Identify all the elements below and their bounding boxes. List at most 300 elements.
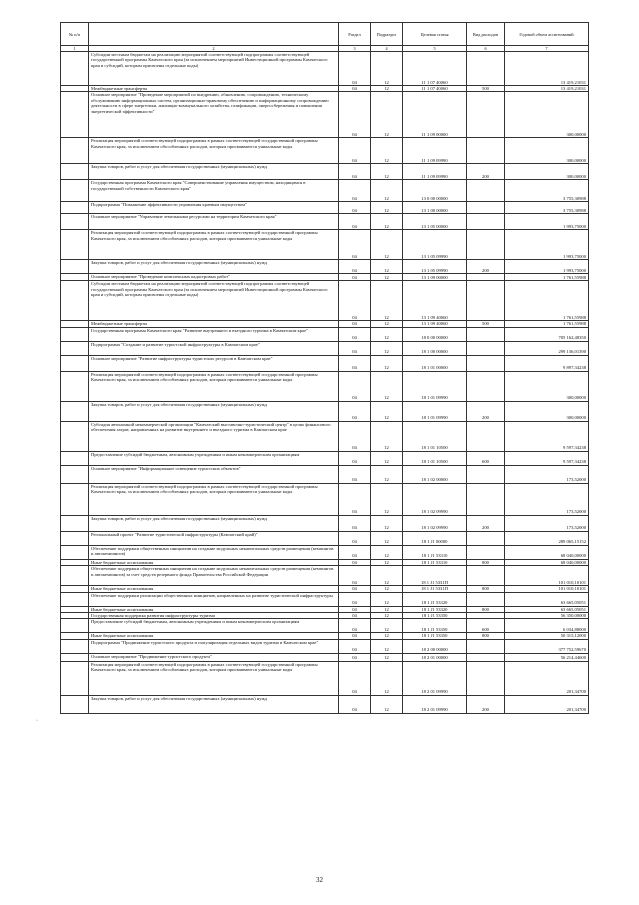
row-section: 04 bbox=[339, 653, 371, 661]
table-row bbox=[61, 401, 589, 421]
row-index bbox=[61, 421, 89, 451]
row-exp-type bbox=[467, 92, 505, 138]
row-name: Закупка товаров, работ и услуг для обеспечения государственных (муниципальных) нужд bbox=[89, 515, 339, 531]
row-index bbox=[61, 661, 89, 695]
row-section: 04 bbox=[339, 355, 371, 371]
table-row bbox=[61, 341, 589, 355]
row-subsection: 12 bbox=[371, 274, 403, 281]
row-section: 04 bbox=[339, 639, 371, 653]
row-exp-type bbox=[467, 355, 505, 371]
row-amount: 1 761,55988 bbox=[505, 321, 589, 327]
table-row bbox=[61, 202, 589, 214]
row-amount: 1 993,75000 bbox=[505, 260, 589, 274]
row-amount: 300,00000 bbox=[505, 92, 589, 138]
row-amount: 63 665,05051 bbox=[505, 606, 589, 612]
row-exp-type: 800 bbox=[467, 586, 505, 592]
col-number: 1 bbox=[61, 46, 89, 52]
row-exp-type: 200 bbox=[467, 260, 505, 274]
row-article: 18 1 J1 53320 bbox=[403, 606, 467, 612]
row-name: Субсидии местным бюджетам на реализацию мероприятий соответствующей подпрограммы соответствующей государственной программы Камчатского края (за исключением мероприятий Инвестиционной программы Камчатского края и субсидий, которым присвоены отдельные коды) bbox=[89, 52, 339, 86]
row-article: 18 1 01 10500 bbox=[403, 421, 467, 451]
table-row bbox=[61, 531, 589, 545]
row-subsection: 12 bbox=[371, 52, 403, 86]
row-article: 18 2 01 09990 bbox=[403, 695, 467, 713]
row-amount: 1 993,75000 bbox=[505, 230, 589, 260]
row-article: 13 1 05 00000 bbox=[403, 214, 467, 230]
row-index bbox=[61, 695, 89, 713]
row-amount: 1 761,55988 bbox=[505, 274, 589, 281]
row-article: 18 0 00 00000 bbox=[403, 327, 467, 341]
row-name: Реализация мероприятий соответствующей подпрограммы в рамках соответствующей государственной программы Камчатского края, за исключением обособленных расходов, которым присваиваются уникальные коды bbox=[89, 138, 339, 164]
page-number: 32 bbox=[316, 876, 323, 884]
row-amount: 13 419,21031 bbox=[505, 52, 589, 86]
row-exp-type bbox=[467, 281, 505, 321]
row-index bbox=[61, 451, 89, 465]
row-amount: 6 034,88000 bbox=[505, 619, 589, 633]
row-subsection: 12 bbox=[371, 531, 403, 545]
row-section: 04 bbox=[339, 138, 371, 164]
row-exp-type bbox=[467, 341, 505, 355]
row-amount: 9 597,34238 bbox=[505, 421, 589, 451]
row-amount: 300,00000 bbox=[505, 138, 589, 164]
row-index bbox=[61, 515, 89, 531]
row-article: 11 1 09 00000 bbox=[403, 92, 467, 138]
row-subsection: 12 bbox=[371, 451, 403, 465]
row-index bbox=[61, 281, 89, 321]
row-subsection: 12 bbox=[371, 639, 403, 653]
row-name: Основное мероприятие "Проведение мероприятий по внедрению, обновлению, сопровождению, техническому обслуживанию информационных систем, организационно-правовому обеспечению и информационному сопровождению деятельности в сфере энергетики, жилищно-коммунального хозяйства, газификации, энергосбережения и повышения энергетической эффективности" bbox=[89, 92, 339, 138]
row-article: 18 1 02 09990 bbox=[403, 483, 467, 515]
budget-table bbox=[60, 22, 589, 714]
table-row bbox=[61, 592, 589, 606]
col-number: 4 bbox=[371, 46, 403, 52]
row-amount: 9 897,34238 bbox=[505, 355, 589, 371]
row-article: 18 1 J1 5331П bbox=[403, 566, 467, 586]
row-section: 04 bbox=[339, 451, 371, 465]
row-subsection: 12 bbox=[371, 586, 403, 592]
row-index bbox=[61, 52, 89, 86]
row-amount: 68 040,00000 bbox=[505, 545, 589, 559]
row-name: Основное мероприятие "Проведение комплексных кадастровых работ" bbox=[89, 274, 339, 281]
row-subsection: 12 bbox=[371, 202, 403, 214]
row-subsection: 12 bbox=[371, 214, 403, 230]
row-index bbox=[61, 401, 89, 421]
row-name: Закупка товаров, работ и услуг для обеспечения государственных (муниципальных) нужд bbox=[89, 695, 339, 713]
table-row bbox=[61, 545, 589, 559]
row-amount: 173,52000 bbox=[505, 515, 589, 531]
row-article: 18 1 J1 53350 bbox=[403, 619, 467, 633]
row-article: 18 1 01 00000 bbox=[403, 355, 467, 371]
row-index bbox=[61, 164, 89, 180]
row-section: 04 bbox=[339, 164, 371, 180]
row-article: 18 1 02 09990 bbox=[403, 515, 467, 531]
row-section: 04 bbox=[339, 321, 371, 327]
row-name: Государственная программа Камчатского края "Развитие внутреннего и въездного туризма в Камчатском крае" bbox=[89, 327, 339, 341]
row-index bbox=[61, 371, 89, 401]
row-subsection: 12 bbox=[371, 260, 403, 274]
row-name: Иные бюджетные ассигнования bbox=[89, 606, 339, 612]
row-name: Реализация мероприятий соответствующей подпрограммы в рамках соответствующей государственной программы Камчатского края, за исключением обособленных расходов, которым присваиваются уникальные коды bbox=[89, 371, 339, 401]
row-exp-type bbox=[467, 531, 505, 545]
table-row bbox=[61, 371, 589, 401]
row-name: Региональный проект "Развитие туристической инфраструктуры (Камчатский край)" bbox=[89, 531, 339, 545]
row-amount: 300,00000 bbox=[505, 371, 589, 401]
row-section: 04 bbox=[339, 586, 371, 592]
row-exp-type: 800 bbox=[467, 633, 505, 639]
row-name: Закупка товаров, работ и услуг для обеспечения государственных (муниципальных) нужд bbox=[89, 164, 339, 180]
row-name: Основное мероприятие "Управление земельными ресурсами на территории Камчатского края" bbox=[89, 214, 339, 230]
row-subsection: 12 bbox=[371, 92, 403, 138]
row-article: 11 1 07 40060 bbox=[403, 86, 467, 92]
table-row bbox=[61, 465, 589, 483]
row-name: Реализация мероприятий соответствующей подпрограммы в рамках соответствующей государственной программы Камчатского края, за исключением обособленных расходов, которым присваиваются уникальные коды bbox=[89, 230, 339, 260]
row-section: 04 bbox=[339, 465, 371, 483]
row-index bbox=[61, 230, 89, 260]
row-exp-type bbox=[467, 545, 505, 559]
row-index bbox=[61, 566, 89, 586]
row-article: 11 1 09 09990 bbox=[403, 138, 467, 164]
row-article: 18 1 J1 00000 bbox=[403, 531, 467, 545]
row-subsection: 12 bbox=[371, 341, 403, 355]
row-exp-type bbox=[467, 566, 505, 586]
row-section: 04 bbox=[339, 592, 371, 606]
row-article: 13 1 09 40060 bbox=[403, 321, 467, 327]
row-section: 04 bbox=[339, 86, 371, 92]
row-amount: 377 752,59670 bbox=[505, 639, 589, 653]
row-name: Субсидии местным бюджетам на реализацию мероприятий соответствующей подпрограммы соответствующей государственной программы Камчатского края (за исключением мероприятий Инвестиционной программы Камчатского края и субсидий, которым присвоены отдельные коды) bbox=[89, 281, 339, 321]
row-exp-type: 200 bbox=[467, 164, 505, 180]
row-subsection: 12 bbox=[371, 164, 403, 180]
table-row bbox=[61, 327, 589, 341]
row-amount: 63 665,05051 bbox=[505, 592, 589, 606]
row-name: Межбюджетные трансферты bbox=[89, 86, 339, 92]
row-exp-type bbox=[467, 214, 505, 230]
row-article: 18 1 J1 53310 bbox=[403, 545, 467, 559]
row-amount: 1 761,55988 bbox=[505, 281, 589, 321]
row-exp-type bbox=[467, 592, 505, 606]
row-subsection: 12 bbox=[371, 545, 403, 559]
row-section: 04 bbox=[339, 633, 371, 639]
row-amount: 13 419,21031 bbox=[505, 86, 589, 92]
col-number: 2 bbox=[89, 46, 339, 52]
row-exp-type bbox=[467, 371, 505, 401]
row-section: 04 bbox=[339, 483, 371, 515]
row-index bbox=[61, 341, 89, 355]
row-amount: 9 597,34238 bbox=[505, 451, 589, 465]
header-article: Целевая статья bbox=[403, 23, 467, 46]
row-section: 04 bbox=[339, 515, 371, 531]
row-name: Основное мероприятие "Информационное освещение туристских объектов" bbox=[89, 465, 339, 483]
row-article: 13 1 00 00000 bbox=[403, 202, 467, 214]
row-section: 04 bbox=[339, 606, 371, 612]
row-section: 04 bbox=[339, 281, 371, 321]
col-number: 5 bbox=[403, 46, 467, 52]
row-amount: 201,34700 bbox=[505, 695, 589, 713]
row-article: 13 1 05 09990 bbox=[403, 260, 467, 274]
row-subsection: 12 bbox=[371, 355, 403, 371]
header-subsection: Подраздел bbox=[371, 23, 403, 46]
row-section: 04 bbox=[339, 52, 371, 86]
table-row bbox=[61, 695, 589, 713]
row-amount: 173,52000 bbox=[505, 465, 589, 483]
row-name: Реализация мероприятий соответствующей подпрограммы в рамках соответствующей государственной программы Камчатского края, за исключением обособленных расходов, которым присваиваются уникальные коды bbox=[89, 483, 339, 515]
row-name: Обеспечение поддержки общественных инициатив на создание модульных некапитальных средств размещения (кемпингов и автокемпингов) за счет средств резервного фонда Правительства Российской Федерации bbox=[89, 566, 339, 586]
row-name: Подпрограмма "Создание и развитие туристской инфраструктуры в Камчатском крае" bbox=[89, 341, 339, 355]
table-row bbox=[61, 164, 589, 180]
row-name: Закупка товаров, работ и услуг для обеспечения государственных (муниципальных) нужд bbox=[89, 260, 339, 274]
row-subsection: 12 bbox=[371, 465, 403, 483]
row-article: 13 0 00 00000 bbox=[403, 180, 467, 202]
row-subsection: 12 bbox=[371, 606, 403, 612]
table-row bbox=[61, 92, 589, 138]
row-article: 13 1 09 00000 bbox=[403, 274, 467, 281]
row-index bbox=[61, 653, 89, 661]
row-exp-type bbox=[467, 421, 505, 451]
row-section: 04 bbox=[339, 327, 371, 341]
row-article: 18 1 00 00000 bbox=[403, 341, 467, 355]
row-section: 04 bbox=[339, 566, 371, 586]
row-section: 04 bbox=[339, 619, 371, 633]
row-subsection: 12 bbox=[371, 559, 403, 565]
row-article: 18 1 J1 53350 bbox=[403, 633, 467, 639]
row-amount: 3 755,30988 bbox=[505, 180, 589, 202]
row-name: Межбюджетные трансферты bbox=[89, 321, 339, 327]
row-index bbox=[61, 465, 89, 483]
row-section: 04 bbox=[339, 545, 371, 559]
row-subsection: 12 bbox=[371, 321, 403, 327]
row-exp-type: 200 bbox=[467, 695, 505, 713]
row-section: 04 bbox=[339, 695, 371, 713]
row-section: 04 bbox=[339, 371, 371, 401]
table-row bbox=[61, 421, 589, 451]
table-row bbox=[61, 639, 589, 653]
row-exp-type bbox=[467, 230, 505, 260]
row-exp-type: 500 bbox=[467, 86, 505, 92]
row-exp-type: 600 bbox=[467, 619, 505, 633]
row-article: 18 1 J1 5331П bbox=[403, 586, 467, 592]
row-amount: 300,00000 bbox=[505, 164, 589, 180]
row-exp-type bbox=[467, 465, 505, 483]
row-amount: 289 065,15152 bbox=[505, 531, 589, 545]
row-subsection: 12 bbox=[371, 371, 403, 401]
row-exp-type bbox=[467, 274, 505, 281]
row-name: Субсидия автономной некоммерческой организации "Камчатский выставочно-туристический центр" в целях финансового обеспечения затрат, направленных на развитие внутреннего и въездного туризма в Камчатском крае bbox=[89, 421, 339, 451]
row-section: 04 bbox=[339, 274, 371, 281]
header-num: № п/п bbox=[61, 23, 89, 46]
row-name: Закупка товаров, работ и услуг для обеспечения государственных (муниципальных) нужд bbox=[89, 401, 339, 421]
row-name: Обеспечение поддержки реализации общественных инициатив, направленных на развитие туристической инфраструктуры bbox=[89, 592, 339, 606]
row-section: 04 bbox=[339, 214, 371, 230]
row-exp-type: 200 bbox=[467, 401, 505, 421]
table-row bbox=[61, 661, 589, 695]
margin-mark: · bbox=[36, 718, 38, 724]
row-subsection: 12 bbox=[371, 327, 403, 341]
row-subsection: 12 bbox=[371, 180, 403, 202]
table-row bbox=[61, 260, 589, 274]
row-section: 04 bbox=[339, 613, 371, 619]
table-row bbox=[61, 138, 589, 164]
header-exp-type: Вид расходов bbox=[467, 23, 505, 46]
row-subsection: 12 bbox=[371, 483, 403, 515]
row-article: 18 2 01 09990 bbox=[403, 661, 467, 695]
row-amount: 50 315,12000 bbox=[505, 633, 589, 639]
row-index bbox=[61, 592, 89, 606]
row-name: Основное мероприятие "Продвижение туристского продукта" bbox=[89, 653, 339, 661]
row-name: Предоставление субсидий бюджетным, автономным учреждениям и иным некоммерческим организациям bbox=[89, 619, 339, 633]
row-subsection: 12 bbox=[371, 86, 403, 92]
row-name: Иные бюджетные ассигнования bbox=[89, 586, 339, 592]
row-article: 18 1 01 09990 bbox=[403, 371, 467, 401]
table-row bbox=[61, 230, 589, 260]
row-subsection: 12 bbox=[371, 661, 403, 695]
row-exp-type bbox=[467, 661, 505, 695]
row-index bbox=[61, 327, 89, 341]
row-section: 04 bbox=[339, 341, 371, 355]
row-index bbox=[61, 138, 89, 164]
row-exp-type bbox=[467, 483, 505, 515]
row-name: Обеспечение поддержки общественных инициатив на создание модульных некапитальных средств размещения (кемпингов и автокемпингов) bbox=[89, 545, 339, 559]
row-subsection: 12 bbox=[371, 138, 403, 164]
row-section: 04 bbox=[339, 559, 371, 565]
row-name: Государственная программа Камчатского края "Совершенствование управления имуществом, находящимся в государственной собственности Камчатского края" bbox=[89, 180, 339, 202]
row-article: 18 1 01 09990 bbox=[403, 401, 467, 421]
document-page bbox=[60, 22, 588, 714]
row-exp-type bbox=[467, 52, 505, 86]
row-name: Подпрограмма "Повышение эффективности управления краевым имуществом" bbox=[89, 202, 339, 214]
row-exp-type bbox=[467, 639, 505, 653]
row-section: 04 bbox=[339, 230, 371, 260]
row-index bbox=[61, 619, 89, 633]
row-index bbox=[61, 92, 89, 138]
table-row bbox=[61, 451, 589, 465]
table-body bbox=[61, 52, 589, 714]
row-subsection: 12 bbox=[371, 613, 403, 619]
row-exp-type bbox=[467, 327, 505, 341]
row-article: 18 2 01 00000 bbox=[403, 653, 467, 661]
row-name: Предоставление субсидий бюджетным, автономным учреждениям и иным некоммерческим организациям bbox=[89, 451, 339, 465]
row-subsection: 12 bbox=[371, 515, 403, 531]
row-amount: 299 136,01390 bbox=[505, 341, 589, 355]
row-section: 04 bbox=[339, 401, 371, 421]
row-article: 18 1 J1 53350 bbox=[403, 613, 467, 619]
row-section: 04 bbox=[339, 661, 371, 695]
table-row bbox=[61, 653, 589, 661]
row-index bbox=[61, 531, 89, 545]
header-name bbox=[89, 23, 339, 46]
row-article: 18 1 02 00000 bbox=[403, 465, 467, 483]
row-article: 18 1 J1 53320 bbox=[403, 592, 467, 606]
row-exp-type: 200 bbox=[467, 515, 505, 531]
row-amount: 173,52000 bbox=[505, 483, 589, 515]
col-number: 6 bbox=[467, 46, 505, 52]
row-amount: 101 010,10101 bbox=[505, 586, 589, 592]
row-name: Подпрограмма "Продвижение туристского продукта и популяризация отдельных видов туризма в Камчатском крае" bbox=[89, 639, 339, 653]
row-subsection: 12 bbox=[371, 281, 403, 321]
row-index bbox=[61, 545, 89, 559]
row-section: 04 bbox=[339, 421, 371, 451]
row-index bbox=[61, 355, 89, 371]
row-section: 04 bbox=[339, 92, 371, 138]
row-subsection: 12 bbox=[371, 619, 403, 633]
row-index bbox=[61, 180, 89, 202]
table-row bbox=[61, 483, 589, 515]
row-exp-type bbox=[467, 653, 505, 661]
row-subsection: 12 bbox=[371, 653, 403, 661]
row-article: 18 1 J1 53310 bbox=[403, 559, 467, 565]
header-row bbox=[61, 23, 589, 46]
row-article: 11 1 07 40060 bbox=[403, 52, 467, 86]
col-number: 3 bbox=[339, 46, 371, 52]
row-subsection: 12 bbox=[371, 633, 403, 639]
row-name: Иные бюджетные ассигнования bbox=[89, 559, 339, 565]
row-amount: 56 214,44600 bbox=[505, 653, 589, 661]
row-section: 04 bbox=[339, 180, 371, 202]
table-row bbox=[61, 52, 589, 86]
row-subsection: 12 bbox=[371, 566, 403, 586]
row-section: 04 bbox=[339, 202, 371, 214]
row-article: 13 1 05 09990 bbox=[403, 230, 467, 260]
row-subsection: 12 bbox=[371, 230, 403, 260]
table-row bbox=[61, 281, 589, 321]
row-amount: 56 350,00000 bbox=[505, 613, 589, 619]
row-name: Иные бюджетные ассигнования bbox=[89, 633, 339, 639]
header-amount: Годовой объем ассигнований bbox=[505, 23, 589, 46]
row-amount: 68 040,00000 bbox=[505, 559, 589, 565]
table-row bbox=[61, 566, 589, 586]
row-index bbox=[61, 202, 89, 214]
row-article: 18 1 01 10500 bbox=[403, 451, 467, 465]
table-row bbox=[61, 214, 589, 230]
row-amount: 1 993,75000 bbox=[505, 214, 589, 230]
row-subsection: 12 bbox=[371, 592, 403, 606]
row-subsection: 12 bbox=[371, 401, 403, 421]
row-index bbox=[61, 260, 89, 274]
row-article: 18 2 00 00000 bbox=[403, 639, 467, 653]
row-amount: 300,00000 bbox=[505, 401, 589, 421]
row-article: 13 1 09 40060 bbox=[403, 281, 467, 321]
row-index bbox=[61, 214, 89, 230]
row-subsection: 12 bbox=[371, 695, 403, 713]
col-number: 7 bbox=[505, 46, 589, 52]
row-name: Государственная поддержка развития инфраструктуры туризма bbox=[89, 613, 339, 619]
row-section: 04 bbox=[339, 531, 371, 545]
row-exp-type bbox=[467, 138, 505, 164]
row-exp-type: 500 bbox=[467, 321, 505, 327]
row-exp-type bbox=[467, 180, 505, 202]
row-exp-type: 800 bbox=[467, 606, 505, 612]
row-index bbox=[61, 639, 89, 653]
table-row bbox=[61, 274, 589, 281]
row-name: Реализация мероприятий соответствующей подпрограммы в рамках соответствующей государственной программы Камчатского края, за исключением обособленных расходов, которым присваиваются уникальные коды bbox=[89, 661, 339, 695]
row-exp-type: 600 bbox=[467, 451, 505, 465]
row-index bbox=[61, 274, 89, 281]
table-row bbox=[61, 515, 589, 531]
row-amount: 705 162,48350 bbox=[505, 327, 589, 341]
row-article: 11 1 09 09990 bbox=[403, 164, 467, 180]
row-name: Основное мероприятие "Развитие инфраструктуры туристских ресурсов в Камчатском крае" bbox=[89, 355, 339, 371]
row-amount: 101 010,10101 bbox=[505, 566, 589, 586]
row-amount: 3 755,30988 bbox=[505, 202, 589, 214]
table-row bbox=[61, 180, 589, 202]
table-row bbox=[61, 619, 589, 633]
row-section: 04 bbox=[339, 260, 371, 274]
row-exp-type bbox=[467, 202, 505, 214]
row-subsection: 12 bbox=[371, 421, 403, 451]
table-row bbox=[61, 355, 589, 371]
row-exp-type: 800 bbox=[467, 559, 505, 565]
row-amount: 201,34700 bbox=[505, 661, 589, 695]
header-section: Раздел bbox=[339, 23, 371, 46]
